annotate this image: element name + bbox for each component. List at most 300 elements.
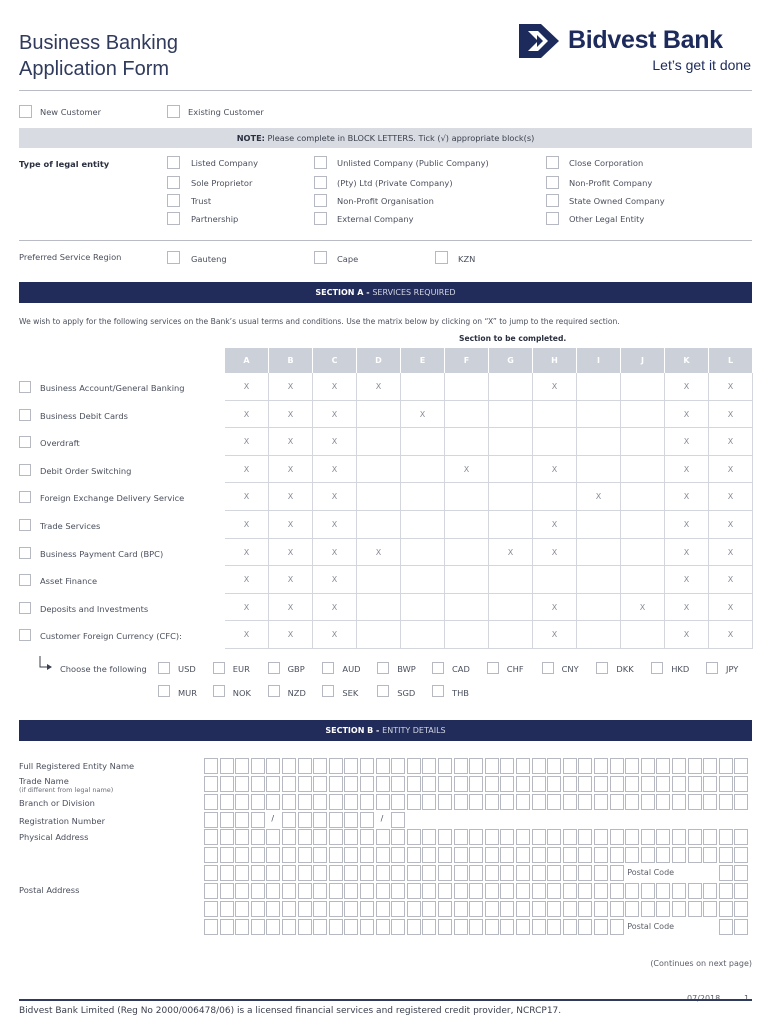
char-box[interactable] — [625, 847, 639, 863]
char-box[interactable] — [422, 883, 436, 899]
service-checkbox[interactable] — [19, 547, 31, 559]
char-box[interactable] — [469, 758, 483, 774]
matrix-cell[interactable]: X — [313, 621, 357, 648]
matrix-cell[interactable]: X — [269, 566, 313, 593]
char-box[interactable] — [251, 847, 265, 863]
service-checkbox[interactable] — [19, 436, 31, 448]
matrix-cell[interactable]: X — [225, 401, 269, 428]
char-box[interactable] — [703, 883, 717, 899]
char-box[interactable] — [422, 865, 436, 881]
char-box[interactable] — [438, 794, 452, 810]
char-box[interactable] — [438, 829, 452, 845]
char-box[interactable] — [422, 829, 436, 845]
matrix-cell[interactable]: X — [445, 456, 489, 483]
matrix-cell[interactable]: X — [357, 539, 401, 566]
char-box[interactable] — [563, 883, 577, 899]
char-box[interactable] — [516, 919, 530, 935]
char-box[interactable] — [485, 758, 499, 774]
char-box[interactable] — [734, 794, 748, 810]
matrix-cell[interactable]: X — [313, 483, 357, 510]
char-box[interactable] — [734, 829, 748, 845]
currency-checkbox-sgd[interactable] — [377, 685, 389, 697]
char-box[interactable] — [376, 758, 390, 774]
char-box[interactable] — [422, 758, 436, 774]
char-box[interactable] — [391, 919, 405, 935]
char-box[interactable] — [734, 758, 748, 774]
char-box[interactable] — [469, 865, 483, 881]
char-box[interactable] — [578, 865, 592, 881]
char-box[interactable] — [360, 865, 374, 881]
matrix-cell[interactable]: X — [665, 401, 709, 428]
char-box[interactable] — [313, 901, 327, 917]
char-box[interactable] — [266, 901, 280, 917]
char-box[interactable] — [734, 901, 748, 917]
char-box[interactable] — [266, 758, 280, 774]
matrix-cell[interactable]: X — [225, 594, 269, 621]
char-box[interactable] — [610, 776, 624, 792]
char-box[interactable] — [641, 829, 655, 845]
matrix-cell[interactable]: X — [665, 539, 709, 566]
char-box[interactable] — [266, 829, 280, 845]
char-box[interactable] — [360, 901, 374, 917]
char-box[interactable] — [220, 812, 234, 828]
char-box[interactable] — [485, 829, 499, 845]
service-checkbox[interactable] — [19, 629, 31, 641]
char-box[interactable] — [578, 758, 592, 774]
char-box[interactable] — [235, 919, 249, 935]
currency-checkbox-aud[interactable] — [322, 662, 334, 674]
char-box[interactable] — [516, 776, 530, 792]
char-box[interactable] — [220, 776, 234, 792]
non-profit-company-checkbox[interactable] — [546, 176, 559, 189]
char-box[interactable] — [547, 794, 561, 810]
char-box[interactable] — [407, 758, 421, 774]
matrix-column-a[interactable]: A — [225, 348, 269, 373]
matrix-cell[interactable]: X — [489, 539, 533, 566]
char-box[interactable] — [344, 829, 358, 845]
char-box[interactable] — [547, 883, 561, 899]
char-box[interactable] — [438, 758, 452, 774]
char-box[interactable] — [298, 829, 312, 845]
matrix-column-d[interactable]: D — [357, 348, 401, 373]
matrix-cell[interactable]: X — [269, 428, 313, 455]
char-box[interactable] — [454, 794, 468, 810]
char-box[interactable] — [220, 829, 234, 845]
matrix-cell[interactable]: X — [225, 566, 269, 593]
char-box[interactable] — [344, 847, 358, 863]
char-box[interactable] — [563, 847, 577, 863]
char-box[interactable] — [500, 776, 514, 792]
char-box[interactable] — [235, 883, 249, 899]
char-box[interactable] — [282, 758, 296, 774]
matrix-cell[interactable]: X — [709, 594, 753, 621]
char-box[interactable] — [610, 829, 624, 845]
char-box[interactable] — [220, 865, 234, 881]
char-box[interactable] — [672, 794, 686, 810]
char-box[interactable] — [204, 919, 218, 935]
char-box[interactable] — [235, 812, 249, 828]
char-box[interactable] — [594, 919, 608, 935]
listed-company-checkbox[interactable] — [167, 156, 180, 169]
char-box[interactable] — [719, 794, 733, 810]
char-box[interactable] — [329, 758, 343, 774]
char-box[interactable] — [360, 847, 374, 863]
char-box[interactable] — [376, 919, 390, 935]
char-box[interactable] — [578, 794, 592, 810]
char-box[interactable] — [594, 758, 608, 774]
matrix-cell[interactable]: X — [269, 483, 313, 510]
char-box[interactable] — [469, 847, 483, 863]
char-box[interactable] — [485, 776, 499, 792]
matrix-cell[interactable]: X — [401, 401, 445, 428]
char-box[interactable] — [298, 847, 312, 863]
matrix-cell[interactable]: X — [621, 594, 665, 621]
char-box[interactable] — [329, 847, 343, 863]
char-box[interactable] — [703, 829, 717, 845]
char-box[interactable] — [204, 865, 218, 881]
char-box[interactable] — [594, 883, 608, 899]
char-box[interactable] — [438, 901, 452, 917]
char-box[interactable] — [719, 901, 733, 917]
char-box[interactable] — [360, 794, 374, 810]
char-box[interactable] — [391, 865, 405, 881]
char-box[interactable] — [719, 847, 733, 863]
char-box[interactable] — [251, 829, 265, 845]
char-box[interactable] — [360, 812, 374, 828]
char-box[interactable] — [485, 901, 499, 917]
matrix-cell[interactable]: X — [225, 483, 269, 510]
char-box[interactable] — [547, 919, 561, 935]
char-box[interactable] — [344, 901, 358, 917]
matrix-cell[interactable]: X — [709, 566, 753, 593]
char-box[interactable] — [641, 794, 655, 810]
currency-checkbox-nok[interactable] — [213, 685, 225, 697]
char-box[interactable] — [235, 758, 249, 774]
char-box[interactable] — [454, 847, 468, 863]
char-box[interactable] — [547, 901, 561, 917]
char-box[interactable] — [610, 758, 624, 774]
currency-checkbox-chf[interactable] — [487, 662, 499, 674]
char-box[interactable] — [594, 847, 608, 863]
char-box[interactable] — [688, 758, 702, 774]
char-box[interactable] — [313, 794, 327, 810]
char-box[interactable] — [391, 812, 405, 828]
matrix-cell[interactable]: X — [225, 456, 269, 483]
char-box[interactable] — [516, 847, 530, 863]
char-box[interactable] — [485, 794, 499, 810]
char-box[interactable] — [485, 919, 499, 935]
char-box[interactable] — [672, 758, 686, 774]
char-box[interactable] — [703, 847, 717, 863]
char-box[interactable] — [235, 901, 249, 917]
char-box[interactable] — [532, 829, 546, 845]
char-box[interactable] — [688, 829, 702, 845]
matrix-cell[interactable]: X — [313, 401, 357, 428]
char-box[interactable] — [578, 847, 592, 863]
char-box[interactable] — [500, 829, 514, 845]
char-box[interactable] — [313, 865, 327, 881]
char-box[interactable] — [376, 776, 390, 792]
char-box[interactable] — [594, 794, 608, 810]
existing-customer-checkbox[interactable] — [167, 105, 180, 118]
char-box[interactable] — [329, 812, 343, 828]
char-box[interactable] — [500, 901, 514, 917]
char-box[interactable] — [563, 776, 577, 792]
char-box[interactable] — [391, 776, 405, 792]
char-box[interactable] — [656, 901, 670, 917]
cape-checkbox[interactable] — [314, 251, 327, 264]
matrix-cell[interactable]: X — [533, 511, 577, 538]
char-box[interactable] — [578, 829, 592, 845]
char-box[interactable] — [391, 829, 405, 845]
char-box[interactable] — [251, 758, 265, 774]
char-box[interactable] — [391, 758, 405, 774]
char-box[interactable] — [329, 865, 343, 881]
char-box[interactable] — [516, 883, 530, 899]
char-box[interactable] — [672, 847, 686, 863]
char-box[interactable] — [266, 794, 280, 810]
service-checkbox[interactable] — [19, 464, 31, 476]
matrix-cell[interactable]: X — [709, 483, 753, 510]
state-owned-checkbox[interactable] — [546, 194, 559, 207]
char-box[interactable] — [516, 865, 530, 881]
char-box[interactable] — [438, 865, 452, 881]
char-box[interactable] — [282, 883, 296, 899]
matrix-cell[interactable]: X — [313, 594, 357, 621]
matrix-cell[interactable]: X — [533, 594, 577, 621]
char-box[interactable] — [656, 829, 670, 845]
matrix-cell[interactable]: X — [709, 428, 753, 455]
char-box[interactable] — [438, 919, 452, 935]
matrix-column-b[interactable]: B — [269, 348, 313, 373]
char-box[interactable] — [360, 883, 374, 899]
char-box[interactable] — [391, 901, 405, 917]
char-box[interactable] — [220, 794, 234, 810]
char-box[interactable] — [329, 919, 343, 935]
char-box[interactable] — [532, 758, 546, 774]
matrix-cell[interactable]: X — [269, 456, 313, 483]
char-box[interactable] — [578, 901, 592, 917]
currency-checkbox-jpy[interactable] — [706, 662, 718, 674]
char-box[interactable] — [516, 829, 530, 845]
char-box[interactable] — [547, 758, 561, 774]
char-box[interactable] — [376, 883, 390, 899]
matrix-column-c[interactable]: C — [313, 348, 357, 373]
matrix-cell[interactable]: X — [313, 566, 357, 593]
char-box[interactable] — [282, 901, 296, 917]
char-box[interactable] — [485, 883, 499, 899]
char-box[interactable] — [344, 812, 358, 828]
char-box[interactable] — [656, 847, 670, 863]
char-box[interactable] — [235, 776, 249, 792]
char-box[interactable] — [391, 794, 405, 810]
char-box[interactable] — [313, 758, 327, 774]
matrix-column-j[interactable]: J — [621, 348, 665, 373]
char-box[interactable] — [298, 883, 312, 899]
char-box[interactable] — [251, 883, 265, 899]
char-box[interactable] — [625, 794, 639, 810]
char-box[interactable] — [734, 883, 748, 899]
matrix-column-l[interactable]: L — [709, 348, 753, 373]
char-box[interactable] — [298, 919, 312, 935]
char-box[interactable] — [266, 883, 280, 899]
matrix-cell[interactable]: X — [225, 539, 269, 566]
char-box[interactable] — [656, 776, 670, 792]
char-box[interactable] — [360, 919, 374, 935]
char-box[interactable] — [251, 794, 265, 810]
gauteng-checkbox[interactable] — [167, 251, 180, 264]
matrix-cell[interactable]: X — [225, 373, 269, 400]
char-box[interactable] — [672, 901, 686, 917]
char-box[interactable] — [251, 865, 265, 881]
char-box[interactable] — [282, 794, 296, 810]
matrix-cell[interactable]: X — [533, 456, 577, 483]
char-box[interactable] — [563, 901, 577, 917]
char-box[interactable] — [220, 901, 234, 917]
char-box[interactable] — [266, 847, 280, 863]
char-box[interactable] — [344, 919, 358, 935]
char-box[interactable] — [703, 758, 717, 774]
char-box[interactable] — [469, 794, 483, 810]
char-box[interactable] — [641, 847, 655, 863]
char-box[interactable] — [329, 776, 343, 792]
char-box[interactable] — [235, 829, 249, 845]
trust-checkbox[interactable] — [167, 194, 180, 207]
char-box[interactable] — [298, 776, 312, 792]
other-legal-entity-checkbox[interactable] — [546, 212, 559, 225]
char-box[interactable] — [391, 883, 405, 899]
char-box[interactable] — [329, 901, 343, 917]
service-checkbox[interactable] — [19, 491, 31, 503]
char-box[interactable] — [422, 919, 436, 935]
char-box[interactable] — [563, 829, 577, 845]
non-profit-org-checkbox[interactable] — [314, 194, 327, 207]
matrix-cell[interactable]: X — [709, 511, 753, 538]
char-box[interactable] — [204, 883, 218, 899]
char-box[interactable] — [454, 758, 468, 774]
char-box[interactable] — [220, 883, 234, 899]
new-customer-checkbox[interactable] — [19, 105, 32, 118]
char-box[interactable] — [532, 919, 546, 935]
char-box[interactable] — [313, 919, 327, 935]
char-box[interactable] — [469, 901, 483, 917]
char-box[interactable] — [360, 758, 374, 774]
char-box[interactable] — [516, 901, 530, 917]
currency-checkbox-eur[interactable] — [213, 662, 225, 674]
close-corporation-checkbox[interactable] — [546, 156, 559, 169]
matrix-column-g[interactable]: G — [489, 348, 533, 373]
matrix-cell[interactable]: X — [313, 428, 357, 455]
char-box[interactable] — [547, 847, 561, 863]
char-box[interactable] — [563, 919, 577, 935]
char-box[interactable] — [688, 847, 702, 863]
char-box[interactable] — [298, 865, 312, 881]
char-box[interactable] — [251, 812, 265, 828]
char-box[interactable] — [266, 919, 280, 935]
matrix-cell[interactable]: X — [709, 456, 753, 483]
char-box[interactable] — [734, 776, 748, 792]
currency-checkbox-bwp[interactable] — [377, 662, 389, 674]
char-box[interactable] — [516, 758, 530, 774]
char-box[interactable] — [547, 829, 561, 845]
char-box[interactable] — [329, 829, 343, 845]
sole-proprietor-checkbox[interactable] — [167, 176, 180, 189]
char-box[interactable] — [251, 901, 265, 917]
char-box[interactable] — [656, 794, 670, 810]
char-box[interactable] — [376, 829, 390, 845]
char-box[interactable] — [532, 865, 546, 881]
char-box[interactable] — [594, 829, 608, 845]
char-box[interactable] — [282, 829, 296, 845]
char-box[interactable] — [298, 901, 312, 917]
char-box[interactable] — [376, 847, 390, 863]
kzn-checkbox[interactable] — [435, 251, 448, 264]
char-box[interactable] — [204, 776, 218, 792]
char-box[interactable] — [688, 776, 702, 792]
matrix-cell[interactable]: X — [357, 373, 401, 400]
char-box[interactable] — [610, 919, 624, 935]
char-box[interactable] — [344, 865, 358, 881]
matrix-cell[interactable]: X — [533, 373, 577, 400]
matrix-cell[interactable]: X — [269, 621, 313, 648]
char-box[interactable] — [329, 794, 343, 810]
char-box[interactable] — [313, 812, 327, 828]
service-checkbox[interactable] — [19, 409, 31, 421]
char-box[interactable] — [500, 794, 514, 810]
char-box[interactable] — [672, 776, 686, 792]
char-box[interactable] — [344, 794, 358, 810]
char-box[interactable] — [532, 847, 546, 863]
char-box[interactable] — [485, 847, 499, 863]
service-checkbox[interactable] — [19, 381, 31, 393]
matrix-cell[interactable]: X — [665, 373, 709, 400]
char-box[interactable] — [313, 847, 327, 863]
matrix-cell[interactable]: X — [269, 539, 313, 566]
char-box[interactable] — [235, 794, 249, 810]
matrix-cell[interactable]: X — [665, 511, 709, 538]
char-box[interactable] — [251, 776, 265, 792]
matrix-cell[interactable]: X — [665, 566, 709, 593]
char-box[interactable] — [282, 919, 296, 935]
char-box[interactable] — [734, 847, 748, 863]
currency-checkbox-dkk[interactable] — [596, 662, 608, 674]
matrix-column-k[interactable]: K — [665, 348, 709, 373]
char-box[interactable] — [688, 794, 702, 810]
matrix-cell[interactable]: X — [665, 483, 709, 510]
unlisted-company-checkbox[interactable] — [314, 156, 327, 169]
char-box[interactable] — [438, 883, 452, 899]
matrix-cell[interactable]: X — [665, 456, 709, 483]
char-box[interactable] — [578, 776, 592, 792]
char-box[interactable] — [407, 776, 421, 792]
char-box[interactable] — [266, 865, 280, 881]
char-box[interactable] — [625, 829, 639, 845]
currency-checkbox-usd[interactable] — [158, 662, 170, 674]
matrix-cell[interactable]: X — [709, 621, 753, 648]
char-box[interactable] — [454, 883, 468, 899]
char-box[interactable] — [656, 883, 670, 899]
char-box[interactable] — [298, 794, 312, 810]
char-box[interactable] — [734, 919, 748, 935]
char-box[interactable] — [298, 758, 312, 774]
matrix-column-h[interactable]: H — [533, 348, 577, 373]
char-box[interactable] — [298, 812, 312, 828]
char-box[interactable] — [282, 776, 296, 792]
char-box[interactable] — [547, 865, 561, 881]
matrix-cell[interactable]: X — [313, 373, 357, 400]
char-box[interactable] — [204, 794, 218, 810]
service-checkbox[interactable] — [19, 574, 31, 586]
